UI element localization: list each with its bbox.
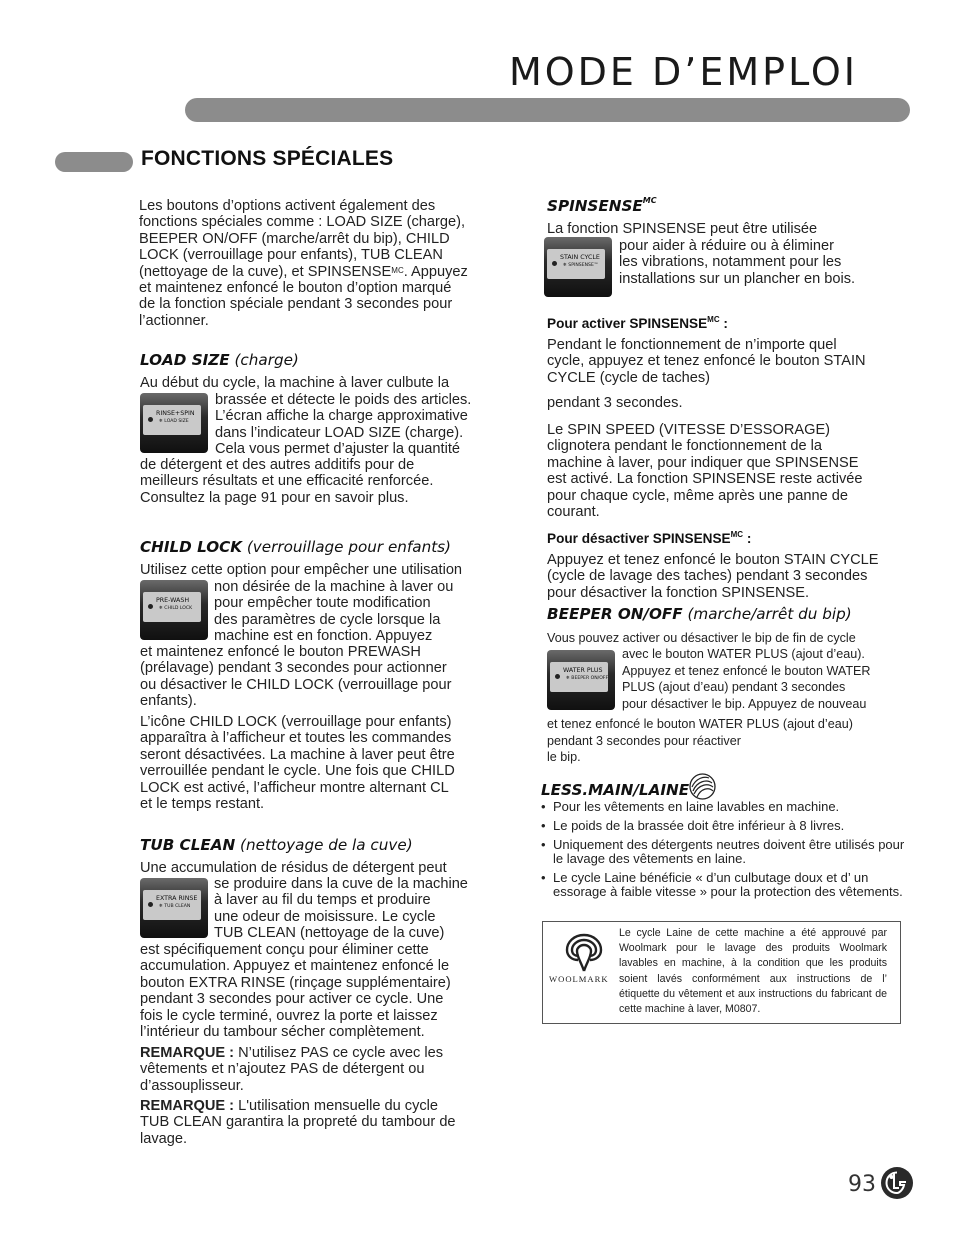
beeper-heading: BEEPER ON/OFF (marche/arrêt du bip) <box>547 605 852 623</box>
list-item: • Pour les vêtements en laine lavables en machine. <box>541 800 906 814</box>
button-image-label: STAIN CYCLE <box>560 254 600 261</box>
load-size-text: de détergent et des autres additifs pour de meilleurs résultats et une efficacité renforcée. Consultez la page 91 pour en savoir plus. <box>140 457 434 506</box>
child-lock-paragraph-2: L’icône CHILD LOCK (verrouillage pour enfants) apparaîtra à l’afficheur et toutes les commandes seront désactivées. La machine à laver peut être verrouillée pendant le cycle. Une fois que CHILD LOCK est activé, l’afficheur montre alternant CL et le temps restant. <box>140 714 455 813</box>
list-item: • Le poids de la brassée doit être inférieur à 8 livres. <box>541 819 906 833</box>
spinsense-activate-tail: pendant 3 secondes. <box>547 395 683 411</box>
spinsense-heading: $SPINSENSE^{MC}$ <box>547 196 657 215</box>
load-size-line-top: Au début du cycle, la machine à laver culbute la <box>140 375 450 391</box>
tub-clean-note-2: REMARQUE : L'utilisation mensuelle du cycle TUB CLEAN garantira la propreté du tambour de lavage. <box>140 1098 456 1147</box>
beeper-line-top: Vous pouvez activer ou désactiver le bip de fin de cycle <box>547 631 856 645</box>
tub-clean-note-1: REMARQUE : N’utilisez PAS ce cycle avec les vêtements et n’ajoutez PAS de détergent ou d’assouplisseur. <box>140 1045 444 1094</box>
intro-line: fonctions spéciales comme : LOAD SIZE (charge), <box>139 214 466 231</box>
intro-line: et maintenez enfoncé le bouton d’option marqué <box>139 280 452 297</box>
spinsense-wrap-text: pour aider à réduire ou à éliminer les vibrations, notamment pour les installations sur un plancher en bois. <box>619 238 856 287</box>
intro-line: LOCK (verrouillage pour enfants), TUB CLEAN <box>139 247 443 264</box>
button-image-label: EXTRA RINSE <box>156 895 198 902</box>
page-header-title: MODE D’EMPLOI <box>508 50 858 94</box>
intro-line: (nettoyage de la cuve), et $SPINSENSE^{MC}$. Appuyez <box>139 263 468 280</box>
less-main-heading: LESS.MAIN/LAINE <box>541 781 690 799</box>
intro-line: l’actionner. <box>139 312 209 329</box>
child-lock-line-top: Utilisez cette option pour empêcher une utilisation <box>140 562 463 578</box>
button-image-sublabel: ❄ CHILD LOCK <box>159 606 193 611</box>
woolmark-logo-icon <box>563 932 605 974</box>
button-image-label: PRE-WASH <box>156 597 190 604</box>
woolmark-notice-box <box>542 921 901 1024</box>
beeper-text: et tenez enfoncé le bouton WATER PLUS (ajout d’eau) pendant 3 secondes pour réactiver le bip. <box>547 717 853 764</box>
spinsense-deactivate-title: Pour désactiver $SPINSENSE^{MC}$ : <box>547 530 752 546</box>
intro-line: BEEPER ON/OFF (marche/arrêt du bip), CHILD <box>139 230 450 247</box>
tub-clean-heading: TUB CLEAN (nettoyage de la cuve) <box>140 836 413 854</box>
list-item: • Uniquement des détergents neutres doivent être utilisés pour le lavage des vêtements en laine. <box>541 838 906 866</box>
less-main-bullets <box>541 800 906 904</box>
header-bar <box>185 98 910 122</box>
button-image-sublabel: ❄ BEEPER ON/OFF <box>566 676 609 681</box>
spinsense-line-top: La fonction SPINSENSE peut être utilisée <box>547 221 818 237</box>
page-number: 93 <box>848 1172 876 1197</box>
extra-rinse-button-image <box>140 878 208 938</box>
spinsense-activate-title: Pour activer $SPINSENSE^{MC}$ : <box>547 315 728 331</box>
button-image-sublabel: ❄ TUB CLEAN <box>159 904 191 909</box>
load-size-heading: LOAD SIZE (charge) <box>140 351 299 369</box>
button-image-label: RINSE+SPIN <box>156 410 195 417</box>
spinsense-activate-text: Pendant le fonctionnement de n’importe quel cycle, appuyez et tenez enfoncé le bouton STAIN CYCLE (cycle de taches) <box>547 337 866 386</box>
pre-wash-button-image <box>140 580 208 640</box>
spinsense-speed-text: Le SPIN SPEED (VITESSE D’ESSORAGE) clignotera pendant le fonctionnement de la machine à laver, pour indiquer que SPINSENSE est activé. La fonction SPINSENSE reste activée pour chaque cycle, même après une panne de courant. <box>547 422 863 521</box>
wool-ball-icon <box>689 773 716 800</box>
child-lock-wrap-text: non désirée de la machine à laver ou pour empêcher toute modification des paramètres de cycle lorsque la machine est en fonction. Appuyez <box>214 579 454 645</box>
stain-cycle-button-image <box>544 237 612 297</box>
button-image-sublabel: ❄ SPINSENSE™ <box>563 263 599 268</box>
intro-line: Les boutons d’options activent également des <box>139 198 436 214</box>
beeper-wrap-text: avec le bouton WATER PLUS (ajout d’eau). Appuyez et tenez enfoncé le bouton WATER PLUS (ajout d’eau) pendant 3 secondes pour désactiver le bip. Appuyez de nouveau <box>622 647 871 711</box>
load-size-wrap-text: brassée et détecte le poids des articles. L’écran affiche la charge approximative dans l’indicateur LOAD SIZE (charge). Cela vous permet d’ajuster la quantité <box>215 392 472 458</box>
child-lock-heading: CHILD LOCK (verrouillage pour enfants) <box>140 538 451 556</box>
lg-logo-icon <box>880 1166 914 1200</box>
intro-paragraph <box>139 198 499 329</box>
woolmark-text: Le cycle Laine de cette machine a été approuvé par Woolmark pour le lavage des produits Woolmark lavables en machine, à la condition que les produits soient lavés conformément aux instructions de l’ étiquette du vêtement et aux instructions du fabricant de cette machine à laver, M0807. <box>619 927 887 1016</box>
woolmark-logo-word: WOOLMARK <box>549 974 609 984</box>
rinse-spin-button-image <box>140 393 208 453</box>
tub-clean-text: est spécifiquement conçu pour éliminer cette accumulation. Appuyez et maintenez enfoncé le bouton EXTRA RINSE (rinçage supplémentaire) pendant 3 secondes pour activer ce cycle. Une fois le cycle terminé, ouvrez la porte et laissez l’intérieur du tambour sécher complètement. <box>140 942 451 1041</box>
list-item: • Le cycle Laine bénéficie « d’un culbutage doux et d’ un essorage à faible vitesse » pour la protection des vêtements. <box>541 871 906 899</box>
section-marker <box>55 152 133 172</box>
child-lock-text: et maintenez enfoncé le bouton PREWASH (prélavage) pendant 3 secondes pour actionner ou désactiver le CHILD LOCK (verrouillage pour enfants). <box>140 644 452 710</box>
button-image-sublabel: ❄ LOAD SIZE <box>159 419 189 424</box>
section-title: FONCTIONS SPÉCIALES <box>141 147 394 170</box>
tub-clean-wrap-text: se produire dans la cuve de la machine à laver au fil du temps et produire une odeur de moisissure. Le cycle TUB CLEAN (nettoyage de la cuve) <box>214 876 468 942</box>
button-image-label: WATER PLUS <box>563 667 603 674</box>
intro-line: de la fonction spéciale pendant 3 secondes pour <box>139 296 453 313</box>
tub-clean-line-top: Une accumulation de résidus de détergent peut <box>140 860 447 876</box>
spinsense-deactivate-text: Appuyez et tenez enfoncé le bouton STAIN CYCLE (cycle de lavage des taches) pendant 3 secondes pour désactiver la fonction SPINSENSE. <box>547 552 879 601</box>
water-plus-button-image <box>547 650 615 710</box>
